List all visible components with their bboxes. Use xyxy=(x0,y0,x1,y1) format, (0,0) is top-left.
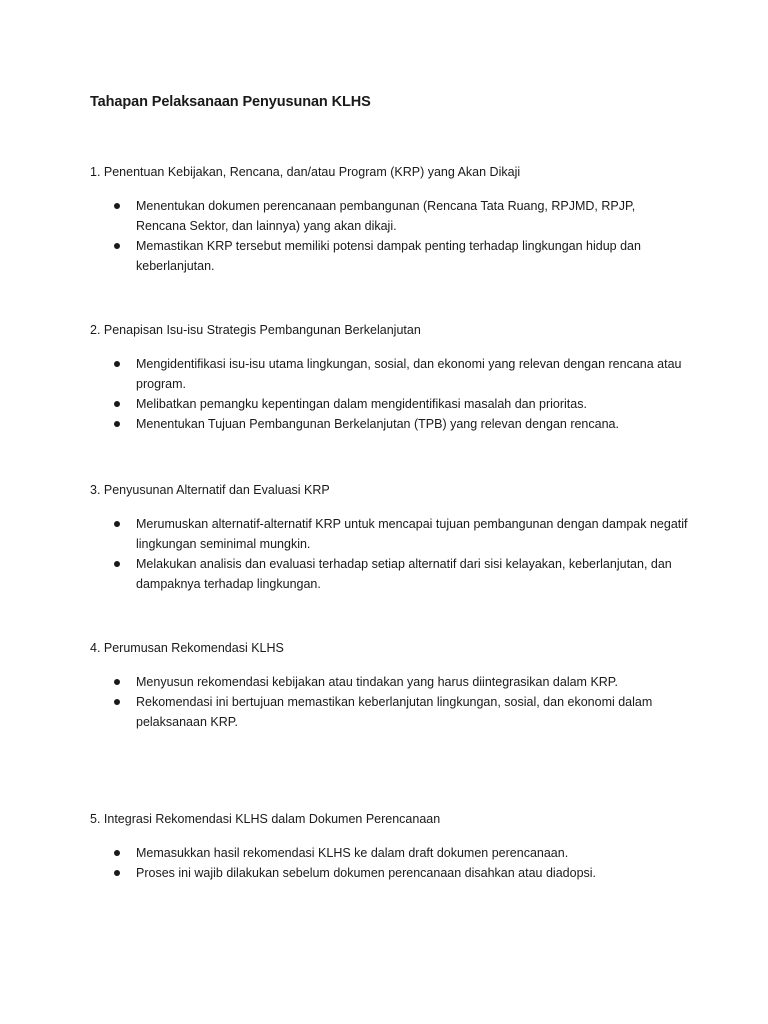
section-4 xyxy=(90,638,690,732)
bullet-text: Rekomendasi ini bertujuan memastikan keberlanjutan lingkungan, sosial, dan ekonomi dalam pelaksanaan KRP. xyxy=(136,695,653,729)
section-1 xyxy=(90,162,690,276)
bullet-icon xyxy=(114,243,120,249)
list-item xyxy=(90,394,688,414)
bullet-text: Menyusun rekomendasi kebijakan atau tindakan yang harus diintegrasikan dalam KRP. xyxy=(136,675,619,689)
bullet-text: Proses ini wajib dilakukan sebelum dokumen perencanaan disahkan atau diadopsi. xyxy=(136,866,597,880)
section-2 xyxy=(90,320,690,434)
list-item xyxy=(90,863,688,883)
list-item xyxy=(90,354,688,394)
bullet-list xyxy=(90,843,690,883)
bullet-icon xyxy=(114,401,120,407)
document-title: Tahapan Pelaksanaan Penyusunan KLHS xyxy=(90,94,371,110)
bullet-list xyxy=(90,196,690,276)
bullet-text: Memasukkan hasil rekomendasi KLHS ke dalam draft dokumen perencanaan. xyxy=(136,846,569,860)
section-heading: 5. Integrasi Rekomendasi KLHS dalam Dokumen Perencanaan xyxy=(90,812,441,826)
section-heading: 4. Perumusan Rekomendasi KLHS xyxy=(90,641,284,655)
bullet-icon xyxy=(114,361,120,367)
list-item xyxy=(90,196,688,236)
bullet-text: Menentukan Tujuan Pembangunan Berkelanjutan (TPB) yang relevan dengan rencana. xyxy=(136,417,619,431)
bullet-text: Melibatkan pemangku kepentingan dalam mengidentifikasi masalah dan prioritas. xyxy=(136,397,587,411)
section-heading: 3. Penyusunan Alternatif dan Evaluasi KRP xyxy=(90,483,330,497)
bullet-icon xyxy=(114,421,120,427)
section-5 xyxy=(90,809,690,883)
bullet-icon xyxy=(114,699,120,705)
bullet-list xyxy=(90,672,690,732)
bullet-icon xyxy=(114,850,120,856)
bullet-icon xyxy=(114,203,120,209)
list-item xyxy=(90,672,688,692)
list-item xyxy=(90,554,688,594)
section-heading: 2. Penapisan Isu-isu Strategis Pembangunan Berkelanjutan xyxy=(90,323,421,337)
list-item xyxy=(90,414,688,434)
bullet-list xyxy=(90,354,690,434)
bullet-text: Memastikan KRP tersebut memiliki potensi dampak penting terhadap lingkungan hidup dan keberlanjutan. xyxy=(136,239,641,273)
list-item xyxy=(90,236,688,276)
bullet-icon xyxy=(114,561,120,567)
bullet-text: Melakukan analisis dan evaluasi terhadap setiap alternatif dari sisi kelayakan, keberlanjutan, dan dampaknya terhadap lingkungan. xyxy=(136,557,672,591)
bullet-icon xyxy=(114,870,120,876)
bullet-text: Merumuskan alternatif-alternatif KRP untuk mencapai tujuan pembangunan dengan dampak negatif lingkungan seminimal mungkin. xyxy=(136,517,688,551)
list-item xyxy=(90,692,688,732)
bullet-list xyxy=(90,514,690,594)
section-3 xyxy=(90,480,690,594)
section-heading: 1. Penentuan Kebijakan, Rencana, dan/atau Program (KRP) yang Akan Dikaji xyxy=(90,165,521,179)
bullet-icon xyxy=(114,521,120,527)
list-item xyxy=(90,843,688,863)
bullet-icon xyxy=(114,679,120,685)
bullet-text: Menentukan dokumen perencanaan pembangunan (Rencana Tata Ruang, RPJMD, RPJP, Rencana Sektor, dan lainnya) yang akan dikaji. xyxy=(136,199,636,233)
bullet-text: Mengidentifikasi isu-isu utama lingkungan, sosial, dan ekonomi yang relevan dengan rencana atau program. xyxy=(136,357,682,391)
list-item xyxy=(90,514,688,554)
